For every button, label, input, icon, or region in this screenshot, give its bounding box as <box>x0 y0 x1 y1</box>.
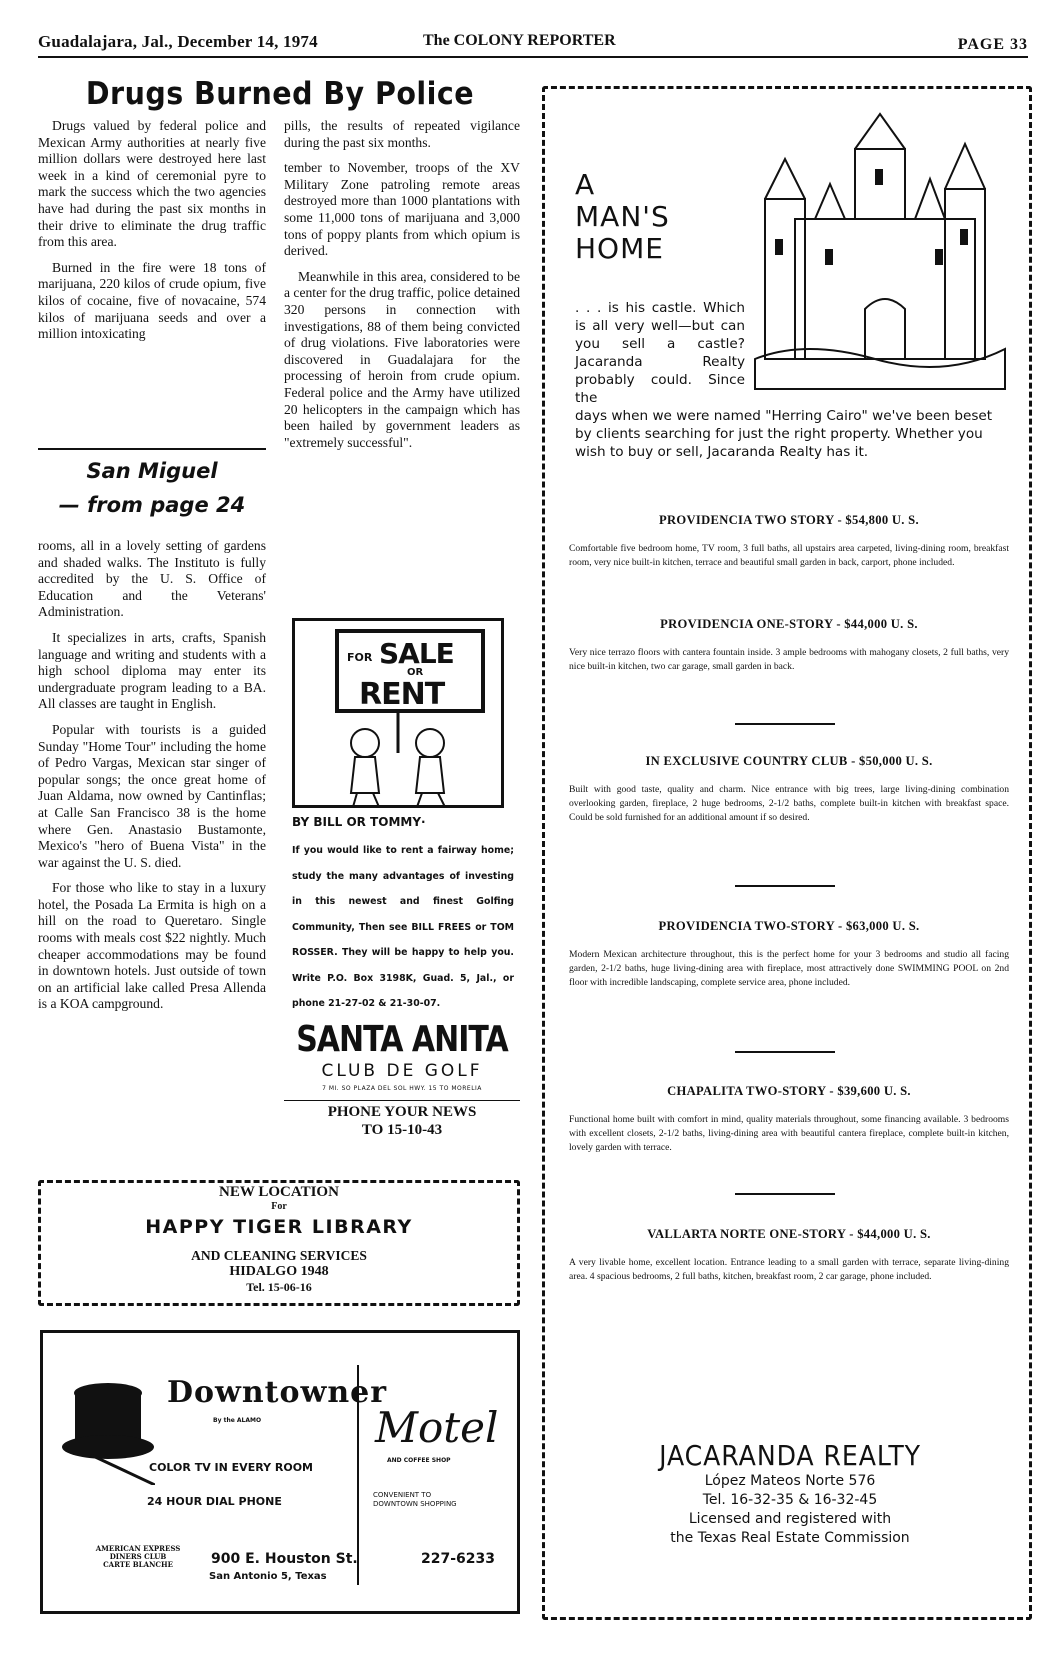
article-column-2 <box>284 118 520 460</box>
card-diners: DINERS CLUB <box>109 1552 167 1561</box>
realty-firm-block <box>545 1439 1035 1548</box>
motel-dial-phone: 24 HOUR DIAL PHONE <box>147 1495 282 1508</box>
motel-credit-cards <box>83 1545 193 1569</box>
conv-line1: CONVENIENT TO <box>373 1491 432 1499</box>
newspaper-name: The COLONY REPORTER <box>423 32 616 49</box>
santa-anita-logo <box>284 1018 520 1092</box>
listing-title: VALLARTA NORTE ONE-STORY - $44,000 U. S. <box>647 1227 931 1241</box>
motel-coffee-shop: AND COFFEE SHOP <box>387 1457 451 1464</box>
listing-separator <box>735 1193 835 1195</box>
article-headline: Drugs Burned By Police <box>85 76 475 112</box>
sale-text: If you would like to rent a fairway home; study the many advantages of investing in this newest and finest Golfing Community, Then see BILL FREES or TOM ROSSER. They will be happy to help you. Write P.O. Box 3198K, Guad. 5, Jal., or phone 21-27-02 & 21-30-07. <box>292 845 514 1009</box>
phone-news-line1: PHONE YOUR NEWS <box>327 1104 477 1120</box>
dateline: Guadalajara, Jal., December 14, 1974 <box>38 32 318 51</box>
tiger-new-location: NEW LOCATION <box>211 1184 347 1201</box>
listing-separator <box>735 723 835 725</box>
card-carte-blanche: CARTE BLANCHE <box>103 1560 173 1569</box>
motel-script: Motel <box>375 1403 499 1452</box>
jacaranda-realty-ad <box>542 86 1032 1620</box>
heading-home: HOME <box>575 232 664 265</box>
page-header <box>38 30 1028 58</box>
phone-your-news <box>284 1100 520 1139</box>
firm-tel: Tel. 16-32-35 & 16-32-45 <box>702 1492 878 1508</box>
motel-tel: 227-6233 <box>421 1551 495 1567</box>
motel-street: 900 E. Houston St. <box>211 1551 358 1567</box>
santa-anita-name: SANTA ANITA <box>296 1018 508 1061</box>
listing <box>569 919 1009 990</box>
card-amex: AMERICAN EXPRESS <box>95 1544 181 1553</box>
sale-illustration <box>292 618 504 808</box>
kicker-title: San Miguel <box>86 459 218 483</box>
mans-home-heading <box>575 169 670 265</box>
motel-alamo: By the ALAMO <box>213 1417 262 1424</box>
firm-address: López Mateos Norte 576 <box>704 1473 876 1489</box>
tiger-tel: Tel. 15-06-16 <box>246 1280 312 1294</box>
motel-convenient <box>373 1491 457 1509</box>
article-paragraph: pills, the results of repeated vigilance during the past six months. <box>284 118 520 150</box>
sale-sign <box>335 629 485 713</box>
intro-clients-text: days when we were named "Herring Cairo" we've been beset by clients searching for just the right property. Whether you wish to buy or sell, Jacaranda Realty has it. <box>575 408 993 460</box>
listing-title: PROVIDENCIA TWO STORY - $54,800 U. S. <box>659 513 919 527</box>
sale-by-line: BY BILL OR TOMMY· <box>292 815 426 829</box>
article-column-1 <box>38 118 266 352</box>
san-miguel-kicker <box>38 448 266 522</box>
firm-name: JACARANDA REALTY <box>659 1439 921 1472</box>
heading-a: A <box>575 168 596 201</box>
listing-body: Functional home built with comfort in mind, quality materials throughout, some financing available. 3 bedrooms with excellent closets, 2-1/2 baths, living-dining area with beautiful cantera fireplace, complete built-in kitchen, lovely garden with terrace. <box>569 1114 1009 1153</box>
downtowner-motel-ad <box>40 1330 520 1614</box>
listing <box>569 754 1009 825</box>
article-paragraph: Burned in the fire were 18 tons of marijuana, 220 kilos of crude opium, five kilos of cocaine, five of novacaine, 574 kilos of marijuana seeds and over a million intoxicating <box>38 259 266 342</box>
san-miguel-column <box>38 538 266 1022</box>
happy-tiger-ad <box>38 1180 520 1306</box>
tiger-name: HAPPY TIGER LIBRARY <box>145 1216 413 1238</box>
listing-title: CHAPALITA TWO-STORY - $39,600 U. S. <box>667 1084 911 1098</box>
listing <box>569 1227 1009 1284</box>
sign-for: FOR <box>347 651 373 664</box>
sign-sale: SALE <box>379 637 454 670</box>
tiger-address: HIDALGO 1948 <box>229 1264 329 1279</box>
article-paragraph: It specializes in arts, crafts, Spanish language and writing and students with a high school diploma may enter its undergraduate program leading to a BA. All classes are taught in English. <box>38 629 266 712</box>
page-number: PAGE 33 <box>957 36 1028 53</box>
realty-intro <box>575 299 1007 461</box>
article-paragraph: For those who like to stay in a luxury hotel, the Posada La Ermita is high on a hill on the road to Queretaro. Single rooms with meals cost $22 nightly. Much cheaper accommodations may be found in downtown hotels. Just outside of town on an artificial lake called Presa Allenda is a KOA campground. <box>38 880 266 1012</box>
listing <box>569 513 1009 570</box>
listing-body: Built with good taste, quality and charm. Nice entrance with big trees, large living-dining combination overlooking garden, fireplace, 2 huge bedrooms, 2-1/2 baths, complete built-in kitchen with breakfast space. Could be sold furnished for an additional amount if so desired. <box>569 784 1009 823</box>
sign-or: OR <box>407 667 424 678</box>
santa-anita-address: 7 MI. SO PLAZA DEL SOL HWY. 15 TO MORELIA <box>322 1085 482 1092</box>
heading-mans: MAN'S <box>575 200 670 233</box>
listing-title: PROVIDENCIA TWO-STORY - $63,000 U. S. <box>658 919 920 933</box>
phone-news-line2: TO 15-10-43 <box>361 1122 443 1138</box>
sign-rent: RENT <box>359 677 445 712</box>
motel-city: San Antonio 5, Texas <box>209 1571 327 1582</box>
intro-castle-text: . . . is his castle. Which is all very well—but can you sell a castle? Jacaranda Realty probably could. Since the <box>575 300 745 406</box>
listing <box>569 617 1009 674</box>
motel-brand: Downtowner <box>167 1375 388 1410</box>
tiger-services: AND CLEANING SERVICES <box>191 1248 367 1263</box>
tiger-for: For <box>271 1201 287 1212</box>
article-paragraph: Drugs valued by federal police and Mexican Army authorities at nearly five million dollars were destroyed here last week in a kind of ceremonial pyre to mark the success which the two agencies have had during the past six months in their drive to eliminate the drug traffic from this area. <box>38 118 266 250</box>
article-paragraph: Popular with tourists is a guided Sunday "Home Tour" including the home of Pedro Vargas, Mexican star singer of popular songs; the once great home of Juan Aldama, now owned by Cantinflas; at Calle San Francisco 38 is the home where Gen. Anastasio Bustamonte, Mexico's "hero of Buena Vista" in the war against the U. S. died. <box>38 721 266 870</box>
firm-license-2: the Texas Real Estate Commission <box>670 1530 910 1546</box>
listing-body: Very nice terrazo floors with cantera fountain inside. 3 ample bedrooms with mahogany closets, 2 full baths, very nice built-in kitchen, two car garage, small garden in back. <box>569 647 1009 672</box>
listing-body: A very livable home, excellent location. Entrance leading to a small garden with terrace, separate living-dining area. 4 spacious bedrooms, 2 full baths, kitchen, breakfast room, 2 car garage, phone included. <box>569 1257 1009 1282</box>
listing <box>569 1084 1009 1155</box>
kicker-jump: — from page 24 <box>58 493 246 517</box>
cartoon-figures-icon <box>295 713 501 809</box>
article-paragraph: rooms, all in a lovely setting of gardens and shaded walks. The Instituto is fully accredited by the U. S. Office of Education and the Veterans' Administration. <box>38 538 266 620</box>
listing-separator <box>735 1051 835 1053</box>
listing-body: Modern Mexican architecture throughout, this is the perfect home for your 3 bedrooms and studio all facing garden, 2-1/2 baths, huge living-dining area with fireplace, most attractively done SWIMMING POOL on 2nd floor with incredible landscaping, complete service area, phone included. <box>569 949 1009 988</box>
firm-license-1: Licensed and registered with <box>688 1511 892 1527</box>
article-paragraph: Meanwhile in this area, considered to be a center for the drug traffic, police detained 320 persons in connection with investigations, 88 of them being convicted of drug violations. Five laboratories were discovered in Guadalajara for the processing of heroin from crude opium. Federal police and the Army have utilized 20 helicopters in the campaign which has been hailed by government leaders as "extremely successful". <box>284 268 521 450</box>
listing-title: PROVIDENCIA ONE-STORY - $44,000 U. S. <box>660 617 918 631</box>
listing-body: Comfortable five bedroom home, TV room, 3 full baths, all upstairs area carpeted, living-dining room, breakfast room, very nice built-in kitchen, terrace and beautiful small garden in back, carport, phone included. <box>569 543 1009 568</box>
motel-color-tv: COLOR TV IN EVERY ROOM <box>149 1461 313 1474</box>
listing-title: IN EXCLUSIVE COUNTRY CLUB - $50,000 U. S. <box>645 754 933 768</box>
club-de-golf: CLUB DE GOLF <box>321 1061 483 1081</box>
article-paragraph: tember to November, troops of the XV Military Zone patroling remote areas destroyed more than 1000 plantations with some 11,000 tons of marijuana and 3,000 tons of poppy plants from which opium is derived. <box>284 160 520 259</box>
listing-separator <box>735 885 835 887</box>
top-hat-icon <box>61 1375 155 1485</box>
conv-line2: DOWNTOWN SHOPPING <box>373 1500 457 1508</box>
